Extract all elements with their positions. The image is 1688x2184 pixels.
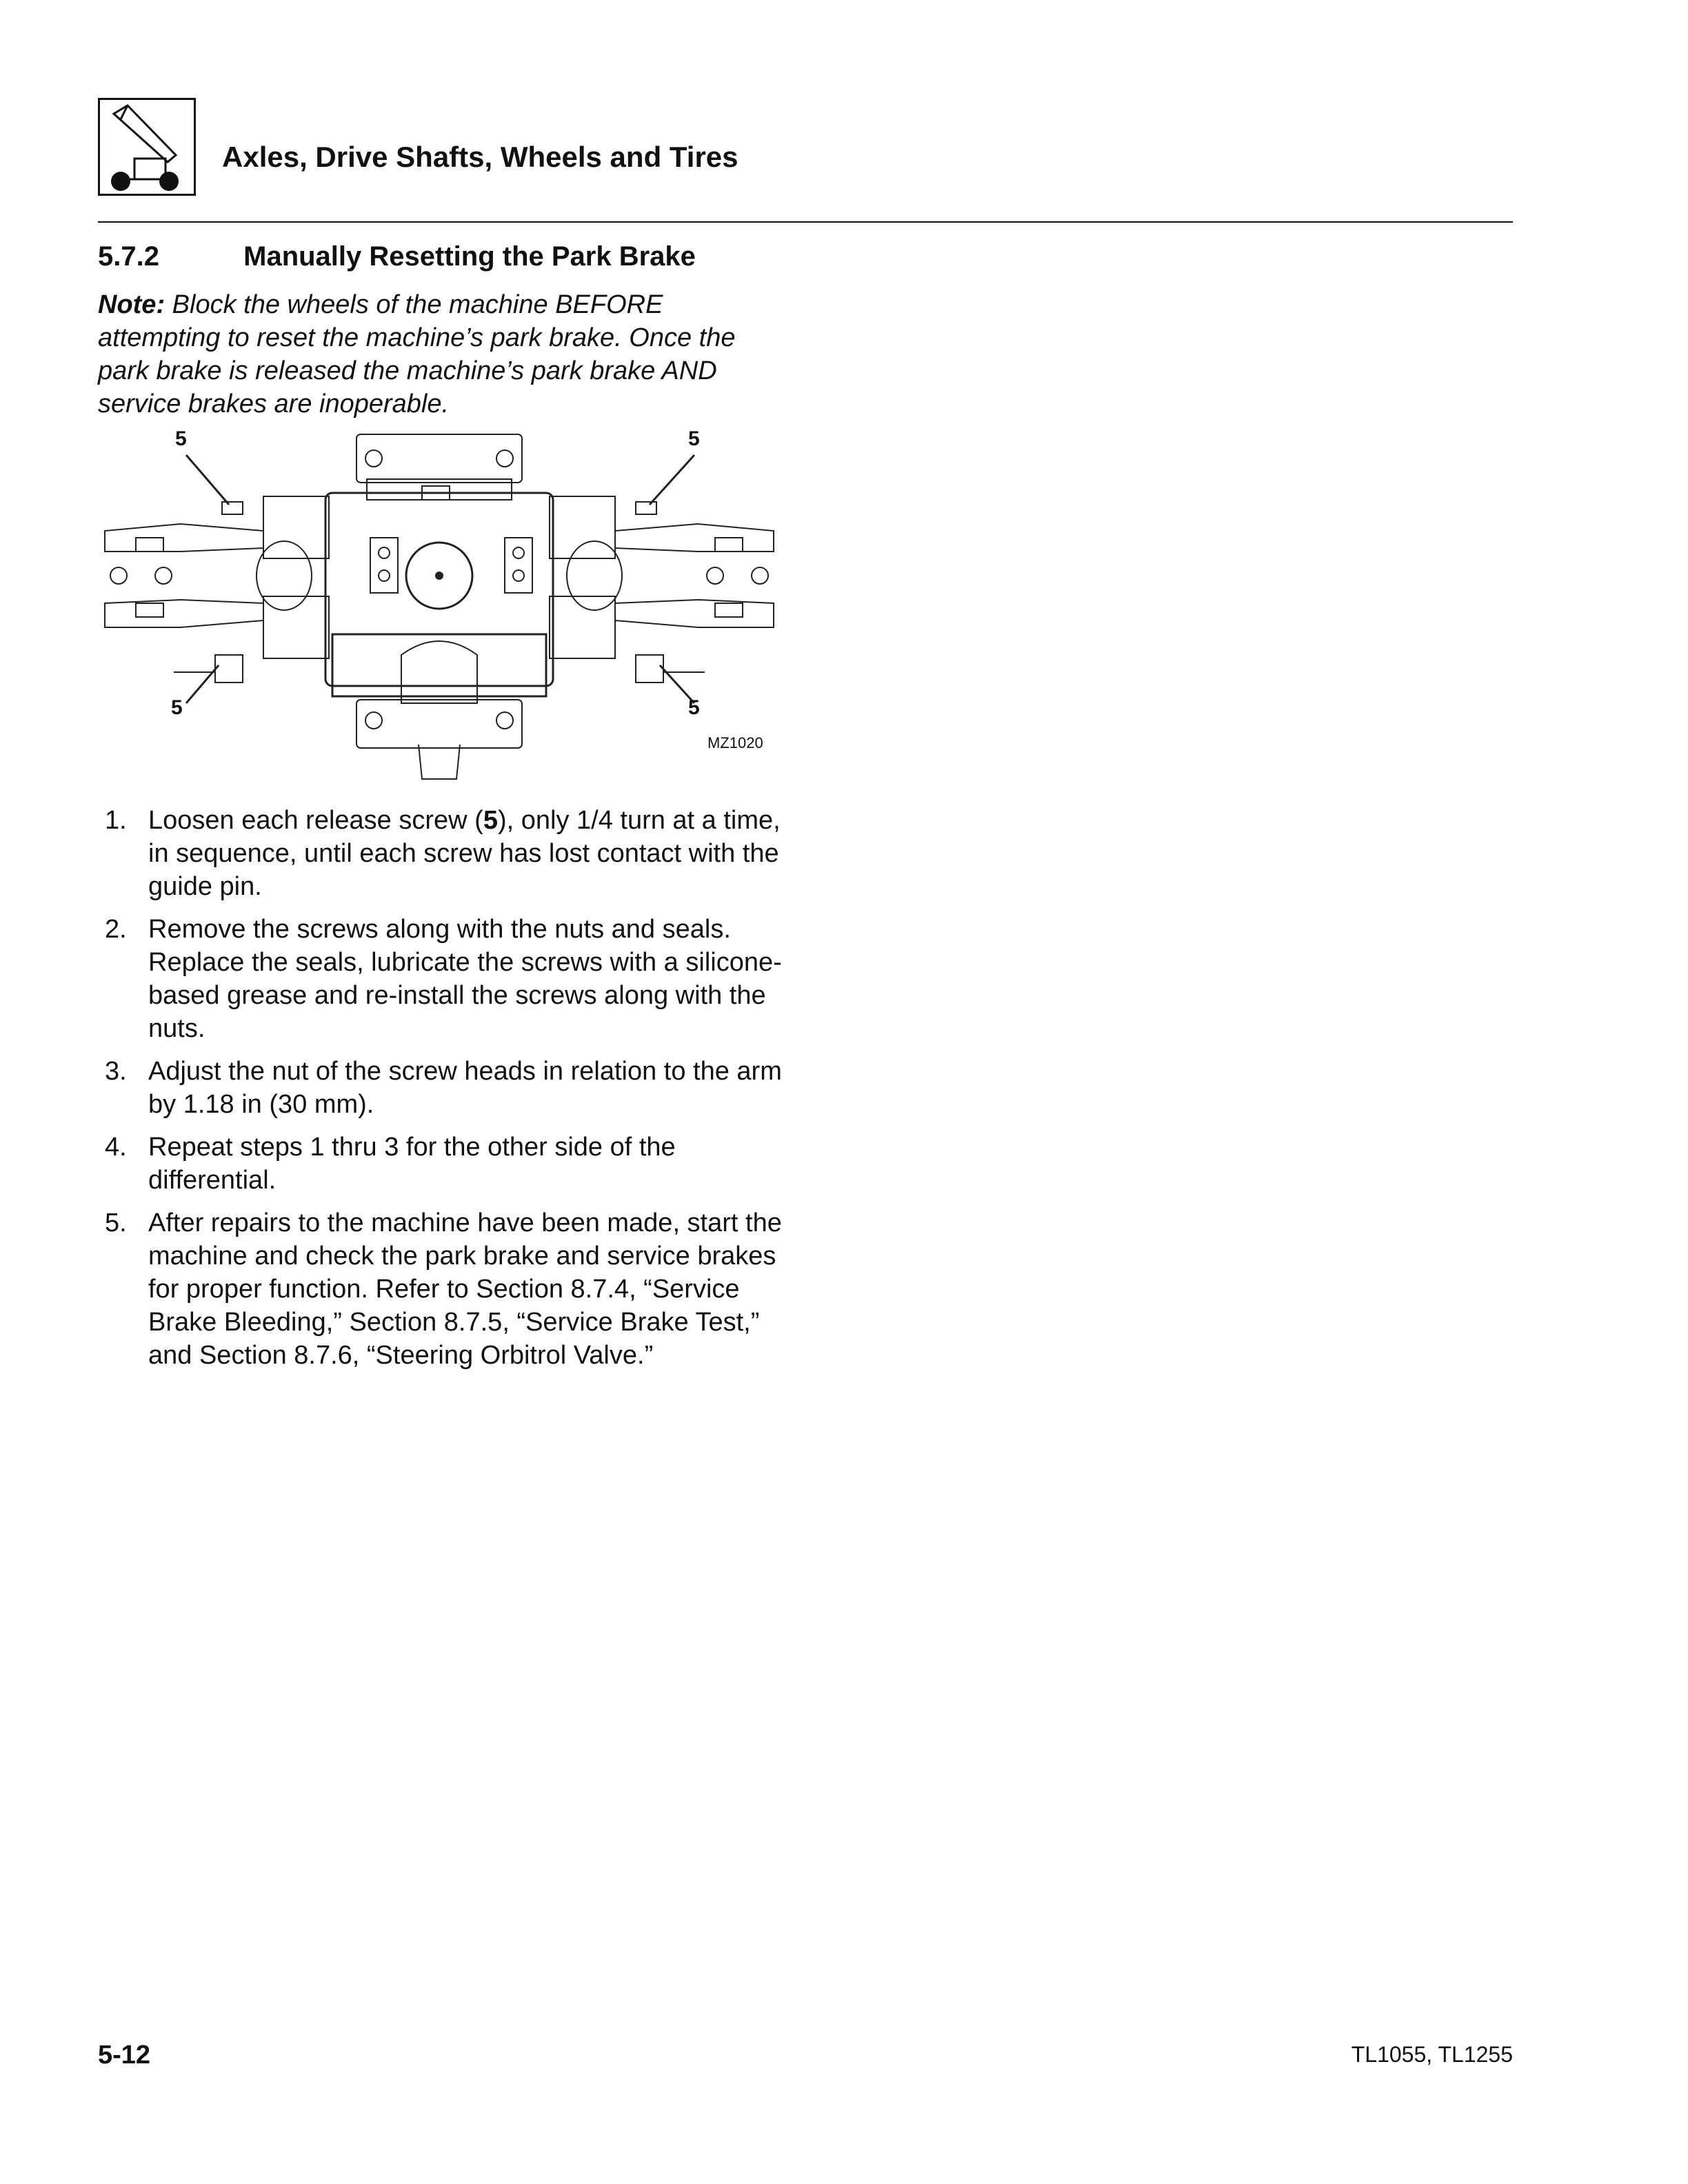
forklift-icon bbox=[98, 98, 196, 196]
step-text: Remove the screws along with the nuts and seals. Replace the seals, lubricate the screws with a silicone-based grease and re-install the screws along with the nuts. bbox=[148, 915, 782, 1043]
header-divider bbox=[98, 221, 1513, 223]
callout-top-left: 5 bbox=[175, 427, 187, 450]
step-text: Loosen each release screw ( bbox=[148, 806, 483, 835]
list-item bbox=[98, 804, 787, 903]
step-number: 5. bbox=[105, 1209, 127, 1237]
step-number: 4. bbox=[105, 1133, 127, 1162]
section-heading bbox=[98, 241, 696, 272]
note-paragraph bbox=[98, 288, 781, 421]
figure-code: MZ1020 bbox=[707, 734, 763, 751]
list-item bbox=[98, 913, 787, 1045]
axle-diagram bbox=[98, 427, 781, 786]
step-number: 3. bbox=[105, 1057, 127, 1086]
axle-drawing bbox=[98, 427, 781, 786]
page-number: 5-12 bbox=[98, 2041, 151, 2070]
step-callout: 5 bbox=[483, 806, 498, 835]
step-number: 1. bbox=[105, 806, 127, 835]
step-text: Adjust the nut of the screw heads in relation to the arm by 1.18 in (30 mm). bbox=[148, 1057, 782, 1119]
callout-bottom-left: 5 bbox=[171, 696, 183, 719]
note-text: Block the wheels of the machine BEFORE attempting to reset the machine’s park brake. Once the park brake is released the machine’s park brake AND service brakes are inoperable. bbox=[98, 290, 736, 418]
callout-top-right: 5 bbox=[688, 427, 700, 450]
section-title: Manually Resetting the Park Brake bbox=[243, 241, 696, 272]
procedure-steps bbox=[98, 804, 787, 1382]
callout-bottom-right: 5 bbox=[688, 696, 700, 719]
list-item bbox=[98, 1055, 787, 1121]
section-number: 5.7.2 bbox=[98, 241, 159, 272]
list-item bbox=[98, 1206, 787, 1372]
model-numbers: TL1055, TL1255 bbox=[1351, 2042, 1513, 2067]
list-item bbox=[98, 1131, 787, 1197]
note-label: Note: bbox=[98, 290, 165, 319]
step-number: 2. bbox=[105, 915, 127, 944]
chapter-title: Axles, Drive Shafts, Wheels and Tires bbox=[222, 141, 738, 173]
step-text: After repairs to the machine have been made, start the machine and check the park brake and service brakes for proper function. Refer to Section 8.7.4, “Service Brake Bleeding,” Section 8.7.5, “Service Brake Test,” and Section 8.7.6, “Steering Orbitrol Valve.” bbox=[148, 1209, 782, 1370]
step-text: Repeat steps 1 thru 3 for the other side of the differential. bbox=[148, 1133, 676, 1195]
step-text: ), only 1/4 turn at a time, in sequence, until each screw has lost contact with the guide pin. bbox=[148, 806, 781, 901]
